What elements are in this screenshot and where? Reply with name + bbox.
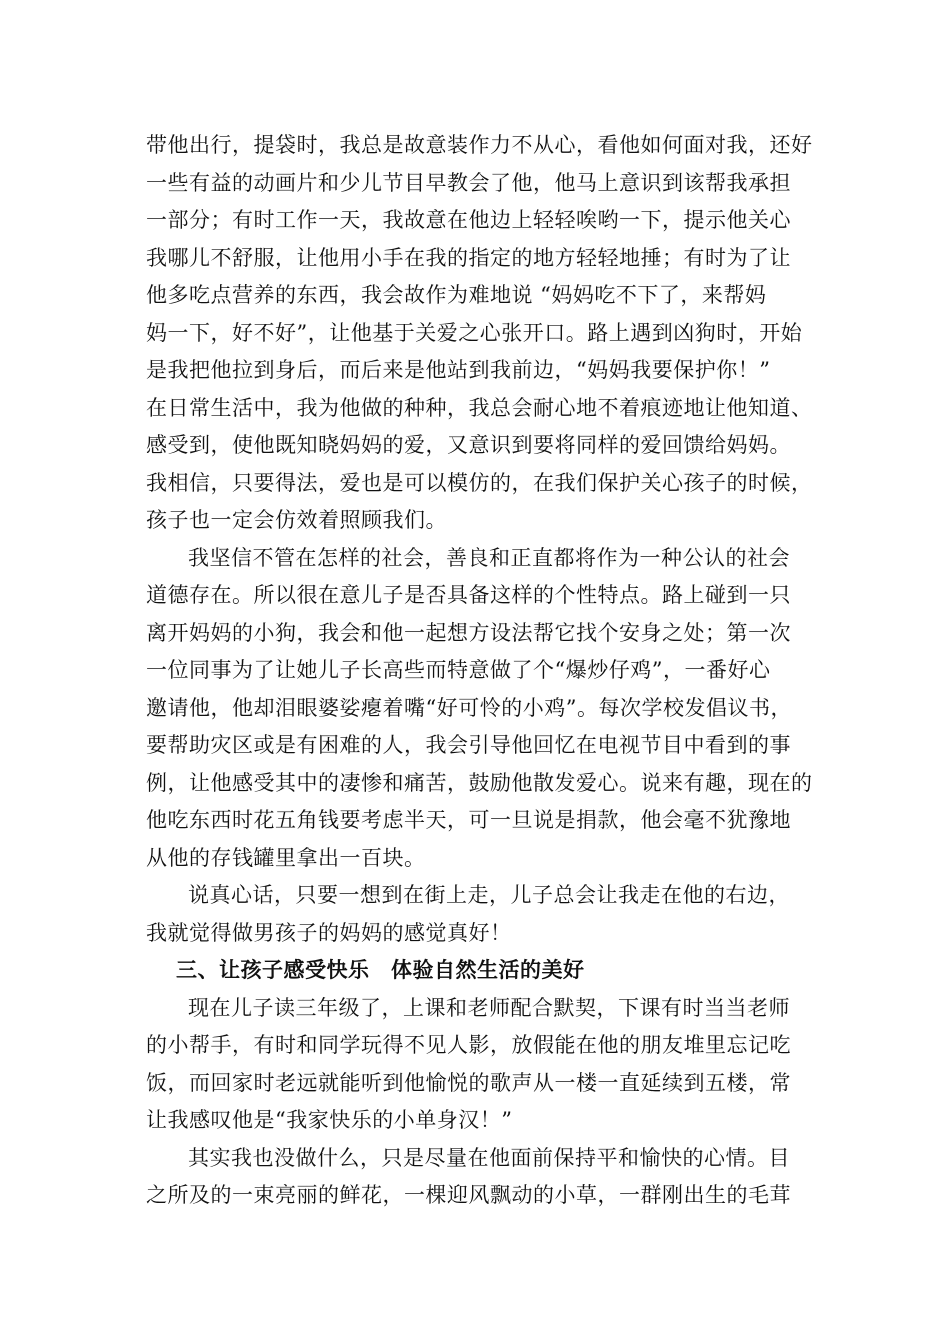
paragraph-line: 饭，而回家时老远就能听到他愉悦的歌声从一楼一直延续到五楼，常 <box>146 1070 791 1095</box>
paragraph-line: 在日常生活中，我为他做的种种，我总会耐心地不着痕迹地让他知道、 <box>146 395 813 420</box>
paragraph-line: 我就觉得做男孩子的妈妈的感觉真好！ <box>146 920 512 945</box>
paragraph-line: 妈一下，好不好”，让他基于关爱之心张开口。路上遇到凶狗时，开始 <box>146 320 803 345</box>
paragraph-line: 是我把他拉到身后，而后来是他站到我前边，“妈妈我要保护你！” <box>146 358 771 382</box>
paragraph-line: 一部分；有时工作一天，我故意在他边上轻轻唉哟一下，提示他关心 <box>146 208 791 232</box>
document-page <box>146 127 814 1215</box>
paragraph-line: 让我感叹他是“我家快乐的小单身汉！” <box>146 1108 513 1132</box>
paragraph-line: 现在儿子读三年级了，上课和老师配合默契，下课有时当当老师 <box>188 995 790 1020</box>
paragraph-line: 带他出行，提袋时，我总是故意装作力不从心，看他如何面对我，还好 <box>146 133 813 157</box>
paragraph-line: 之所及的一束亮丽的鲜花，一棵迎风飘动的小草，一群刚出生的毛茸 <box>146 1183 791 1207</box>
paragraph-line: 他吃东西时花五角钱要考虑半天，可一旦说是捐款，他会毫不犹豫地 <box>146 808 791 832</box>
paragraph-line: 邀请他，他却泪眼婆娑瘪着嘴“好可怜的小鸡”。每次学校发倡议书， <box>146 695 792 720</box>
paragraph-line: 例，让他感受其中的凄惨和痛苦，鼓励他散发爱心。说来有趣，现在的 <box>146 770 813 795</box>
paragraph-line: 离开妈妈的小狗，我会和他一起想方设法帮它找个安身之处；第一次 <box>146 620 791 645</box>
paragraph-line: 他多吃点营养的东西，我会故作为难地说 “妈妈吃不下了，来帮妈 <box>146 283 767 307</box>
paragraph-line: 我相信，只要得法，爱也是可以模仿的，在我们保护关心孩子的时候， <box>146 470 813 495</box>
paragraph-line: 感受到，使他既知晓妈妈的爱，又意识到要将同样的爱回馈给妈妈。 <box>146 433 791 457</box>
paragraph-line: 一些有益的动画片和少儿节目早教会了他，他马上意识到该帮我承担 <box>146 170 791 195</box>
paragraph-line: 的小帮手，有时和同学玩得不见人影，放假能在他的朋友堆里忘记吃 <box>146 1033 791 1057</box>
paragraph-line: 其实我也没做什么，只是尽量在他面前保持平和愉快的心情。目 <box>188 1145 790 1170</box>
paragraph-line: 要帮助灾区或是有困难的人，我会引导他回忆在电视节目中看到的事 <box>146 733 791 757</box>
paragraph-line: 孩子也一定会仿效着照顾我们。 <box>146 508 447 532</box>
paragraph-line: 说真心话，只要一想到在街上走，儿子总会让我走在他的右边， <box>188 883 790 907</box>
paragraph-line: 从他的存钱罐里拿出一百块。 <box>146 845 426 870</box>
paragraph-line: 我哪儿不舒服，让他用小手在我的指定的地方轻轻地捶；有时为了让 <box>146 245 791 270</box>
paragraph-line: 道德存在。所以很在意儿子是否具备这样的个性特点。路上碰到一只 <box>146 583 791 607</box>
paragraph-line: 我坚信不管在怎样的社会，善良和正直都将作为一种公认的社会 <box>188 545 790 570</box>
section-heading: 三、让孩子感受快乐 体验自然生活的美好 <box>176 958 585 982</box>
paragraph-line: 一位同事为了让她儿子长高些而特意做了个“爆炒仔鸡”，一番好心 <box>146 658 771 682</box>
